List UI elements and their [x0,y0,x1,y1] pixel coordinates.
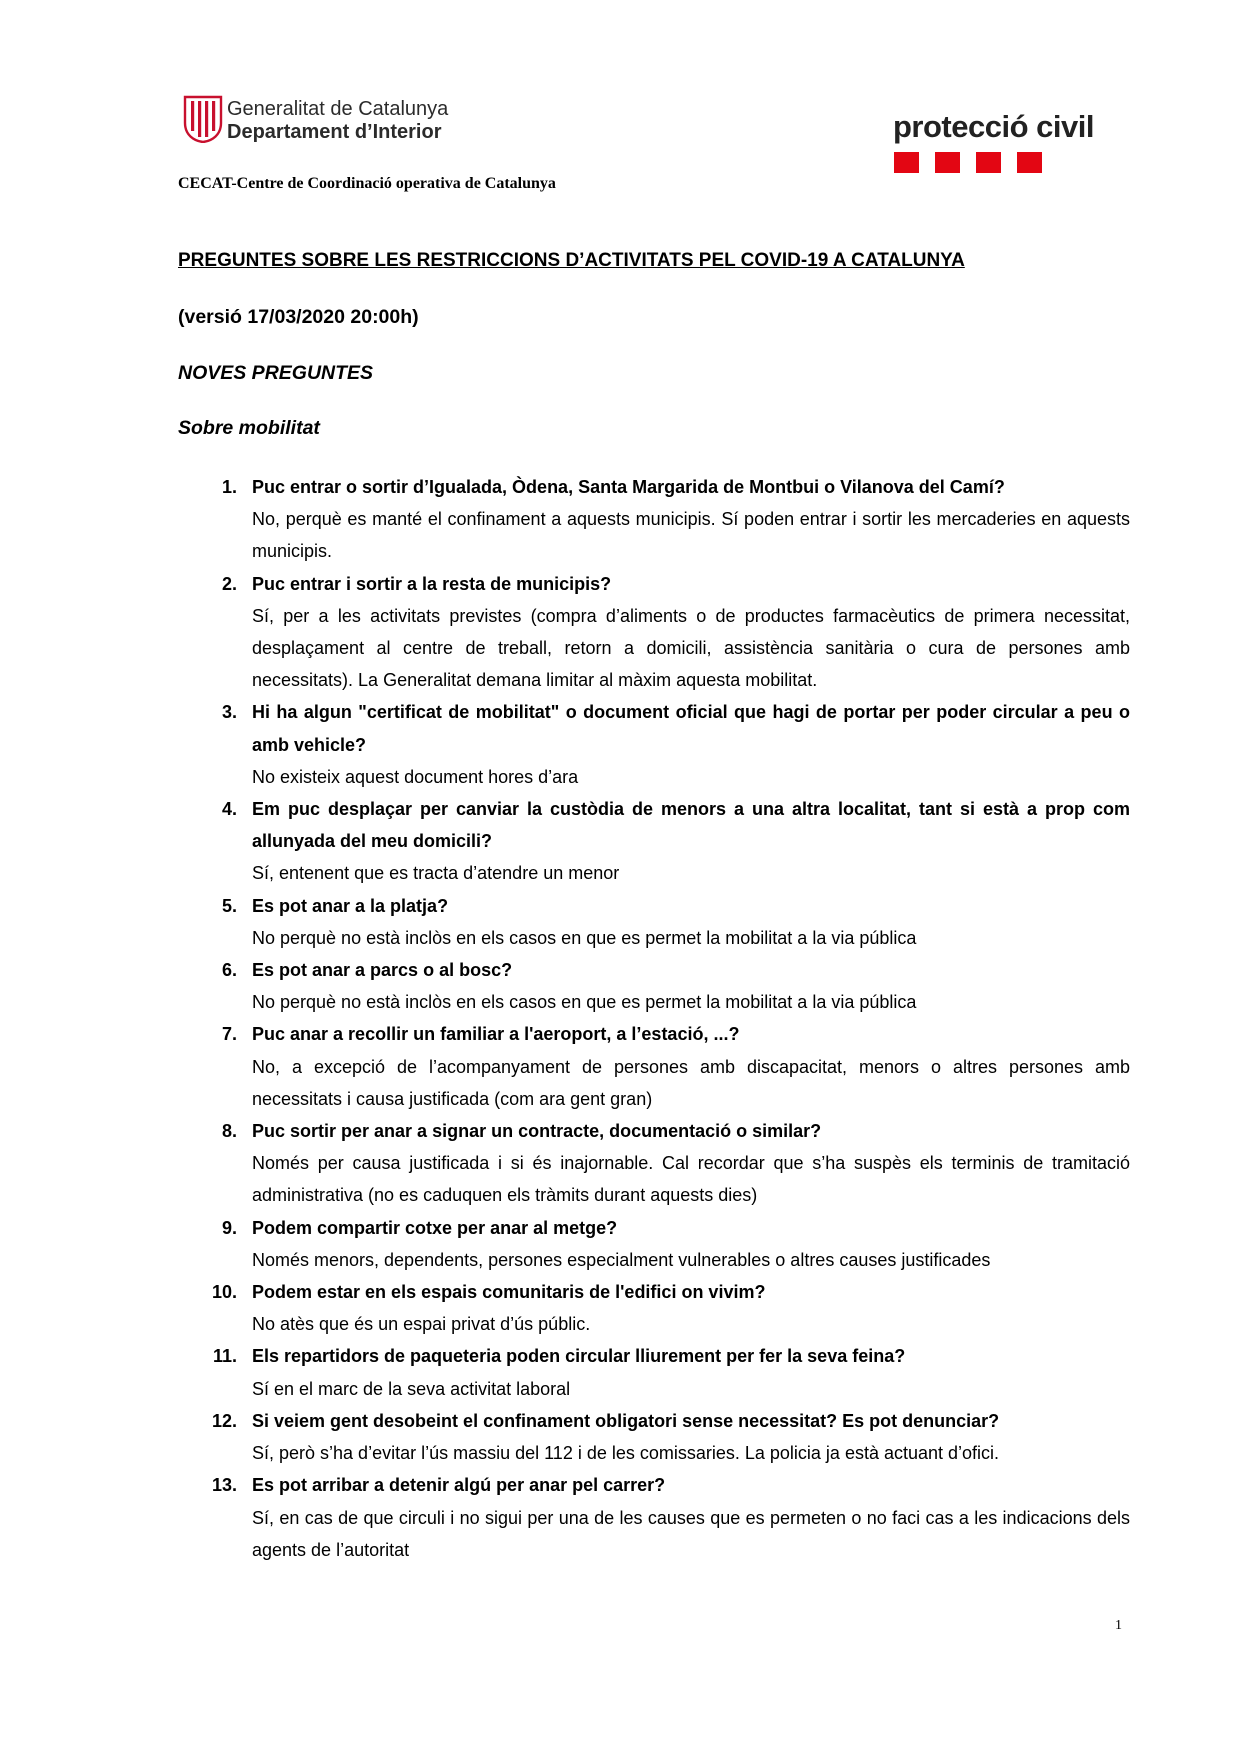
qa-answer: Sí, en cas de que circuli i no sigui per una de les causes que es permeten o no faci cas a les indicacions dels agents de l’autoritat [252,1507,1130,1560]
gencat-logo-line2: Departament d’Interior [227,121,442,143]
qa-item [205,696,1130,793]
qa-question: Es pot arribar a detenir algú per anar pel carrer? [252,1475,666,1496]
qa-question: Puc sortir per anar a signar un contracte, documentació o similar? [252,1121,822,1142]
qa-number: 8. [221,1121,237,1142]
qa-item [205,568,1130,697]
qa-number: 10. [211,1282,237,1303]
qa-item [205,890,1130,954]
qa-question: Puc entrar i sortir a la resta de municipis? [252,573,612,594]
qa-item [205,1405,1130,1469]
qa-number: 4. [221,799,237,820]
qa-number: 13. [211,1475,237,1496]
red-square [894,152,919,173]
qa-item [205,1018,1130,1115]
qa-number: 12. [211,1410,237,1431]
qa-item [205,793,1130,890]
proteccio-civil-logo [893,110,1118,175]
qa-answer: No atès que és un espai privat d’ús públic. [252,1314,591,1335]
qa-question: Si veiem gent desobeint el confinament obligatori sense necessitat? Es pot denunciar? [252,1410,1000,1431]
document-title: PREGUNTES SOBRE LES RESTRICCIONS D’ACTIVITATS PEL COVID-19 A CATALUNYA [178,250,965,271]
qa-item [205,1340,1130,1404]
qa-answer: Només per causa justificada i si és inajornable. Cal recordar que s’ha suspès els terminis de tramitació administrativa (no es caduquen els tràmits durant aquests dies) [252,1153,1130,1206]
section-heading: Sobre mobilitat [178,417,320,439]
qa-answer: Sí en el marc de la seva activitat laboral [252,1378,571,1399]
qa-number: 6. [221,960,237,981]
qa-number: 9. [221,1217,237,1238]
qa-answer: No perquè no està inclòs en els casos en que es permet la mobilitat a la via pública [252,927,917,948]
qa-question: Puc entrar o sortir d’Igualada, Òdena, Santa Margarida de Montbui o Vilanova del Camí? [252,477,1005,497]
red-square [935,152,960,173]
gencat-logo-line1: Generalitat de Catalunya [227,98,449,120]
qa-answer: Només menors, dependents, persones especialment vulnerables o altres causes justificades [252,1249,991,1270]
cecat-heading: CECAT-Centre de Coordinació operativa de Catalunya [178,175,556,192]
qa-list [205,471,1130,1566]
page-number: 1 [1115,1618,1122,1633]
qa-question: Em puc desplaçar per canviar la custòdia de menors a una altra localitat, tant si està a prop com allunyada del meu domicili? [252,799,1130,852]
qa-number: 5. [221,895,237,916]
qa-number: 3. [221,702,237,723]
qa-question: Podem compartir cotxe per anar al metge? [252,1217,618,1238]
qa-question: Hi ha algun "certificat de mobilitat" o document oficial que hagi de portar per poder circular a peu o amb vehicle? [252,702,1130,755]
qa-answer: Sí, però s’ha d’evitar l’ús massiu del 112 i de les comissaries. La policia ja està actuant d’ofici. [252,1443,1000,1464]
qa-answer: No perquè no està inclòs en els casos en que es permet la mobilitat a la via pública [252,992,917,1013]
new-questions-heading: NOVES PREGUNTES [178,362,374,384]
qa-question: Es pot anar a parcs o al bosc? [252,960,513,981]
qa-item [205,1469,1130,1566]
proteccio-civil-logo-text: protecció civil [893,109,1094,144]
qa-answer: No, perquè es manté el confinament a aquests municipis. Sí poden entrar i sortir les mercaderies en aquests municipis. [252,509,1130,562]
qa-question: Els repartidors de paqueteria poden circular lliurement per fer la seva feina? [252,1346,906,1367]
qa-number: 1. [221,477,237,497]
qa-number: 11. [212,1346,237,1367]
qa-answer: No, a excepció de l’acompanyament de persones amb discapacitat, menors o altres persones amb necessitats i causa justificada (com ara gent gran) [252,1056,1130,1109]
qa-question: Podem estar en els espais comunitaris de l'edifici on vivim? [252,1282,766,1303]
qa-question: Puc anar a recollir un familiar a l'aeroport, a l’estació, ...? [252,1024,740,1045]
qa-answer: Sí, per a les activitats previstes (compra d’aliments o de productes farmacèutics de primera necessitat, desplaçament al centre de treball, retorn a domicili, assistència sanitària o cura de persones amb necessitats). La Generalitat demana limitar al màxim aquesta mobilitat. [252,605,1130,691]
qa-item [205,954,1130,1018]
red-square [976,152,1001,173]
qa-item [205,1276,1130,1340]
qa-item [205,471,1130,568]
qa-number: 7. [221,1024,237,1045]
red-square [1017,152,1042,173]
qa-item [205,1212,1130,1276]
version-line: (versió 17/03/2020 20:00h) [178,306,419,328]
qa-item [205,1115,1130,1212]
qa-question: Es pot anar a la platja? [252,895,449,916]
qa-number: 2. [221,573,237,594]
qa-answer: No existeix aquest document hores d’ara [252,766,579,787]
qa-answer: Sí, entenent que es tracta d’atendre un menor [252,863,620,884]
catalan-flag-emblem-icon [183,95,223,143]
